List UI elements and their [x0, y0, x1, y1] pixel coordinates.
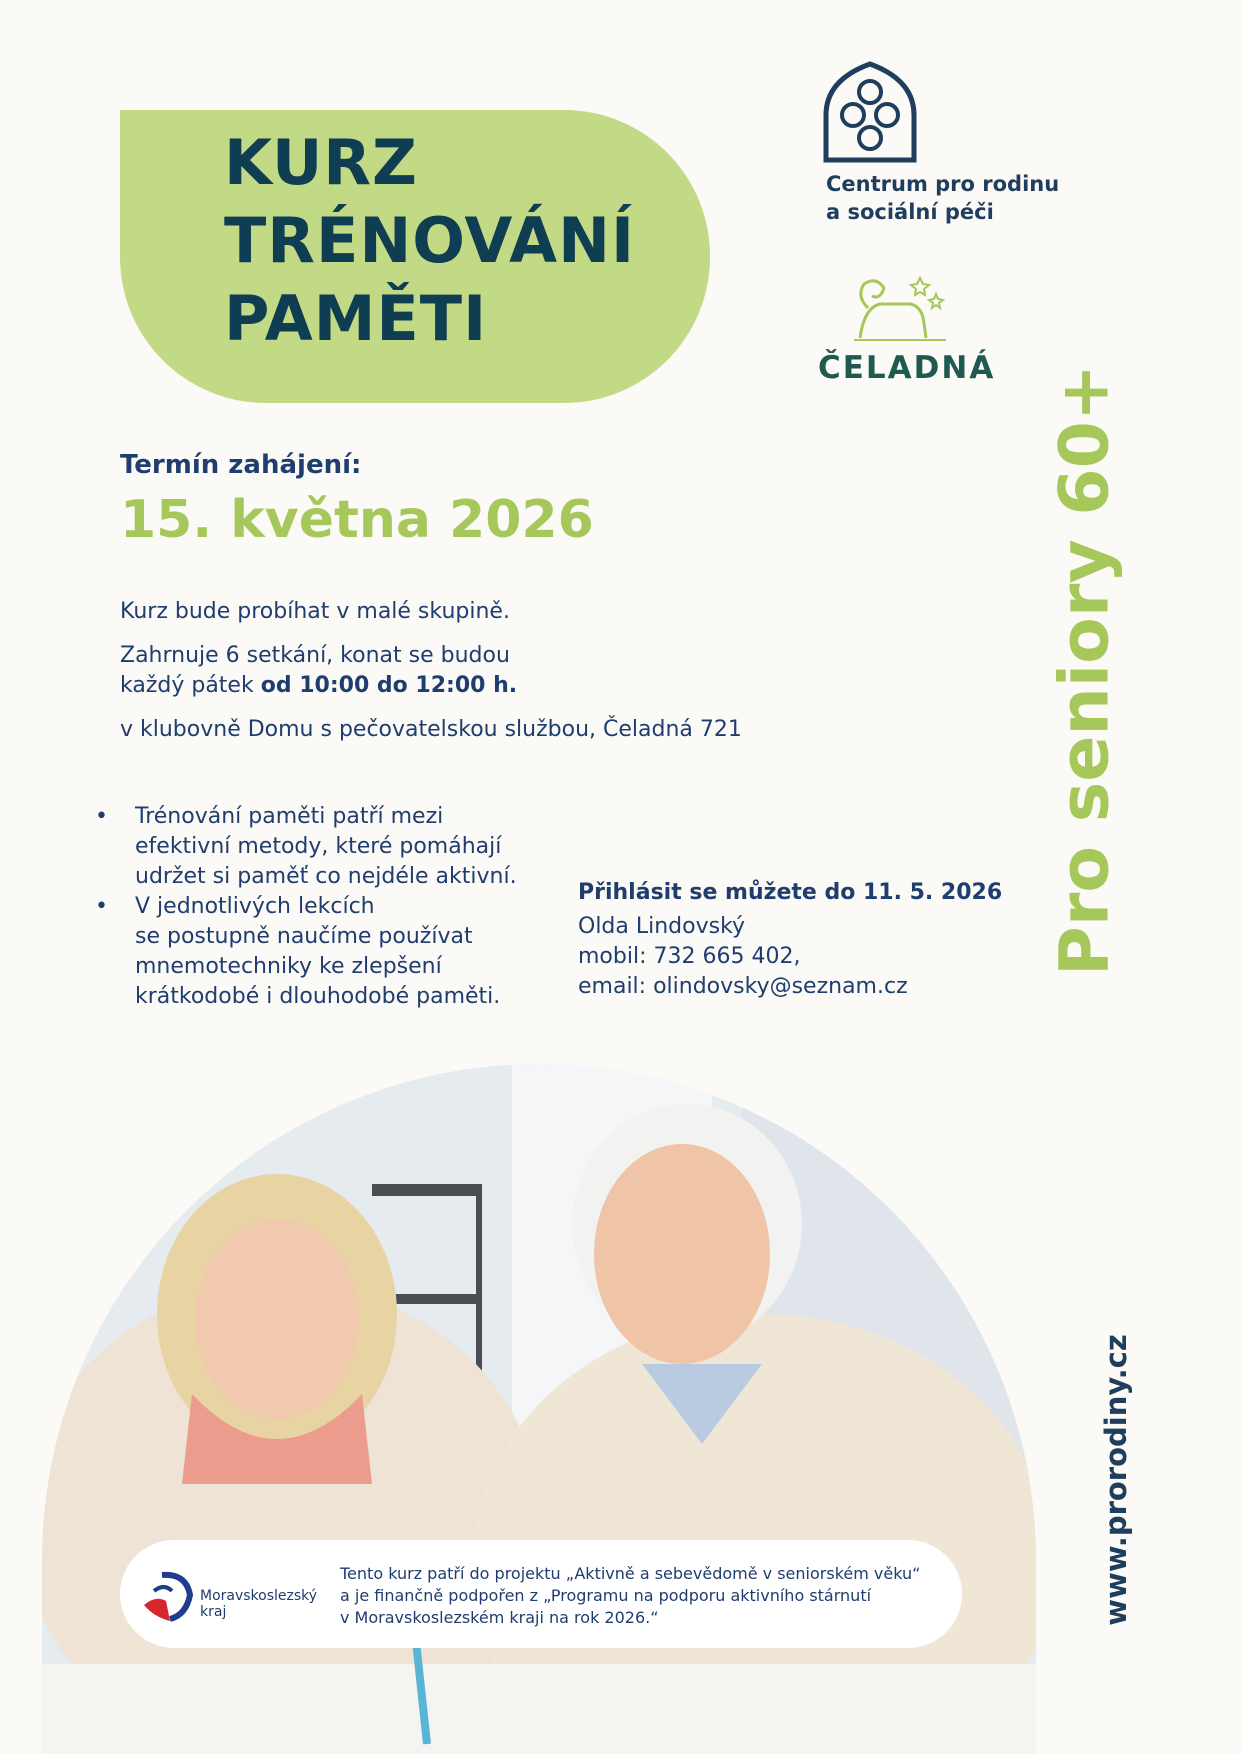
contact-name: Olda Lindovský — [578, 914, 746, 939]
start-label: Termín zahájení: — [120, 450, 362, 480]
organization-name-line-1: Centrum pro rodinu — [826, 172, 1060, 196]
info-paragraph-3: v klubovně Domu s pečovatelskou službou, Čeladná 721 — [120, 717, 742, 742]
website-url: www.prorodiny.cz — [1099, 1334, 1133, 1626]
footer-text — [340, 1563, 920, 1629]
bullet-item: • V jednotlivých lekcích se postupně naučíme používat mnemotechniky ke zlepšení krátkodobé i dlouhodobé paměti. — [95, 892, 517, 1012]
info-paragraph-1: Kurz bude probíhat v malé skupině. — [120, 599, 510, 624]
title-line-1: KURZ — [224, 126, 418, 199]
seniors-photo-illustration — [42, 1064, 1036, 1754]
title-box — [120, 110, 710, 403]
registration-info — [578, 878, 1002, 1002]
organization-name-line-2: a sociální péči — [826, 200, 994, 224]
title-line-2: TRÉNOVÁNÍ — [224, 204, 636, 277]
seniors-photo — [42, 1064, 1036, 1754]
footer-text-line-1: Tento kurz patří do projektu „Aktivně a sebevědomě v seniorském věku“ — [340, 1564, 921, 1583]
bullet-item: • Trénování paměti patří mezi efektivní metody, které pomáhají udržet si paměť co nejdéle aktivní. — [95, 802, 517, 892]
info-paragraph-2 — [120, 641, 517, 701]
info-schedule-text: každý pátek — [120, 673, 261, 698]
organization-name — [826, 170, 1059, 226]
contact-email: email: olindovsky@seznam.cz — [578, 974, 908, 999]
footer-text-line-3: v Moravskoslezském kraji na rok 2026.“ — [340, 1608, 659, 1627]
info-schedule-time: od 10:00 do 12:00 h. — [260, 673, 518, 698]
info-paragraph-2-line-2 — [120, 671, 517, 701]
moravskoslezsky-kraj-name — [200, 1588, 317, 1620]
title-line-3: PAMĚTI — [224, 282, 488, 355]
municipality-logo — [850, 268, 950, 343]
footer-text-line-2: a je finančně podpořen z „Programu na podporu aktivního stárnutí — [340, 1586, 872, 1605]
organization-logo — [820, 60, 920, 165]
moravskoslezsky-kraj-line-2: kraj — [200, 1604, 227, 1620]
start-date: 15. května 2026 — [120, 490, 594, 550]
contact-mobile: mobil: 732 665 402, — [578, 944, 801, 969]
municipality-name: ČELADNÁ — [818, 350, 996, 386]
info-paragraph-2-line-1: Zahrnuje 6 setkání, konat se budou — [120, 643, 510, 668]
registration-deadline: Přihlásit se můžete do 11. 5. 2026 — [578, 880, 1003, 905]
moravskoslezsky-kraj-line-1: Moravskoslezský — [200, 1588, 318, 1604]
moravskoslezsky-kraj-logo — [136, 1565, 196, 1625]
bullet-list — [95, 802, 517, 1012]
audience-vertical-text: Pro seniory 60+ — [1045, 364, 1125, 976]
